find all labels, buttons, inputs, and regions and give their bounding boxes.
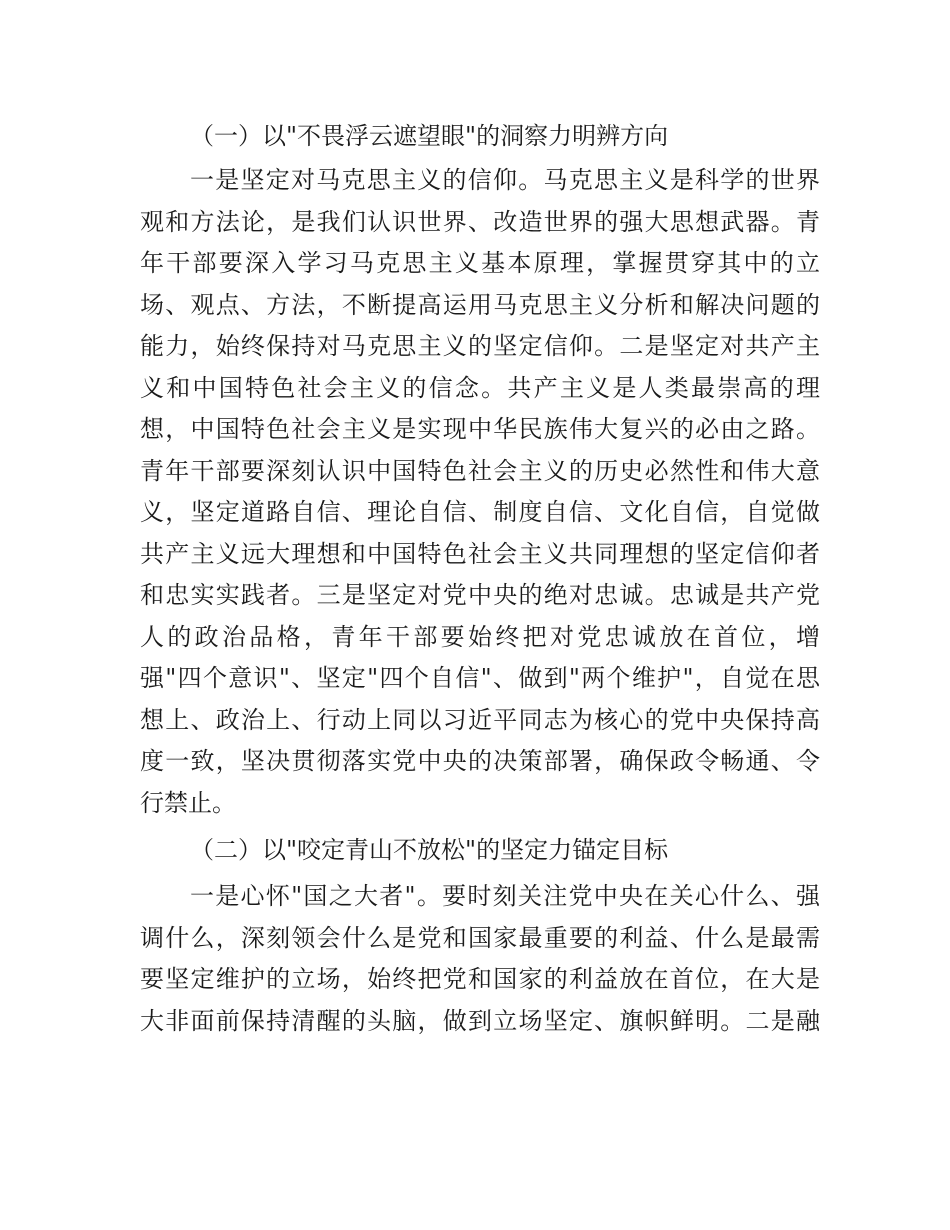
paragraph-line: 要坚定维护的立场，始终把党和国家的利益放在首位，在大是 bbox=[140, 965, 820, 993]
paragraph-line: 义，坚定道路自信、理论自信、制度自信、文化自信，自觉做 bbox=[140, 498, 820, 526]
paragraph-line: 观和方法论，是我们认识世界、改造世界的强大思想武器。青 bbox=[140, 207, 820, 236]
paragraph-line: 想，中国特色社会主义是实现中华民族伟大复兴的必由之路。 bbox=[140, 415, 820, 443]
paragraph-line: 和忠实实践者。三是坚定对党中央的绝对忠诚。忠诚是共产党 bbox=[140, 581, 820, 609]
paragraph-line: 度一致，坚决贯彻落实党中央的决策部署，确保政令畅通、令 bbox=[140, 747, 820, 775]
paragraph-line: 强"四个意识"、坚定"四个自信"、做到"两个维护"，自觉在思 bbox=[140, 664, 820, 692]
paragraph-line: 一是心怀"国之大者"。要时刻关注党中央在关心什么、强 bbox=[190, 882, 820, 910]
paragraph-line: 场、观点、方法，不断提高运用马克思主义分析和解决问题的 bbox=[140, 290, 820, 319]
paragraph-line: 调什么，深刻领会什么是党和国家最重要的利益、什么是最需 bbox=[140, 923, 820, 952]
paragraph-line: 共产主义远大理想和中国特色社会主义共同理想的坚定信仰者 bbox=[140, 539, 820, 568]
paragraph-line: 青年干部要深刻认识中国特色社会主义的历史必然性和伟大意 bbox=[140, 456, 820, 485]
paragraph-line: 想上、政治上、行动上同以习近平同志为核心的党中央保持高 bbox=[140, 705, 820, 734]
paragraph-line: 人的政治品格，青年干部要始终把对党忠诚放在首位，增 bbox=[140, 622, 820, 651]
section-heading-1: （一）以"不畏浮云遮望眼"的洞察力明辨方向 bbox=[190, 122, 669, 150]
paragraph-line: 年干部要深入学习马克思主义基本原理，掌握贯穿其中的立 bbox=[140, 249, 820, 277]
paragraph-line: 大非面前保持清醒的头脑，做到立场坚定、旗帜鲜明。二是融 bbox=[140, 1006, 820, 1035]
paragraph-line: 能力，始终保持对马克思主义的坚定信仰。二是坚定对共产主 bbox=[140, 332, 820, 360]
paragraph-line: 行禁止。 bbox=[140, 788, 236, 817]
section-heading-2: （二）以"咬定青山不放松"的坚定力锚定目标 bbox=[190, 836, 669, 864]
paragraph-line: 一是坚定对马克思主义的信仰。马克思主义是科学的世界 bbox=[190, 166, 820, 194]
paragraph-line: 义和中国特色社会主义的信念。共产主义是人类最崇高的理 bbox=[140, 373, 820, 402]
